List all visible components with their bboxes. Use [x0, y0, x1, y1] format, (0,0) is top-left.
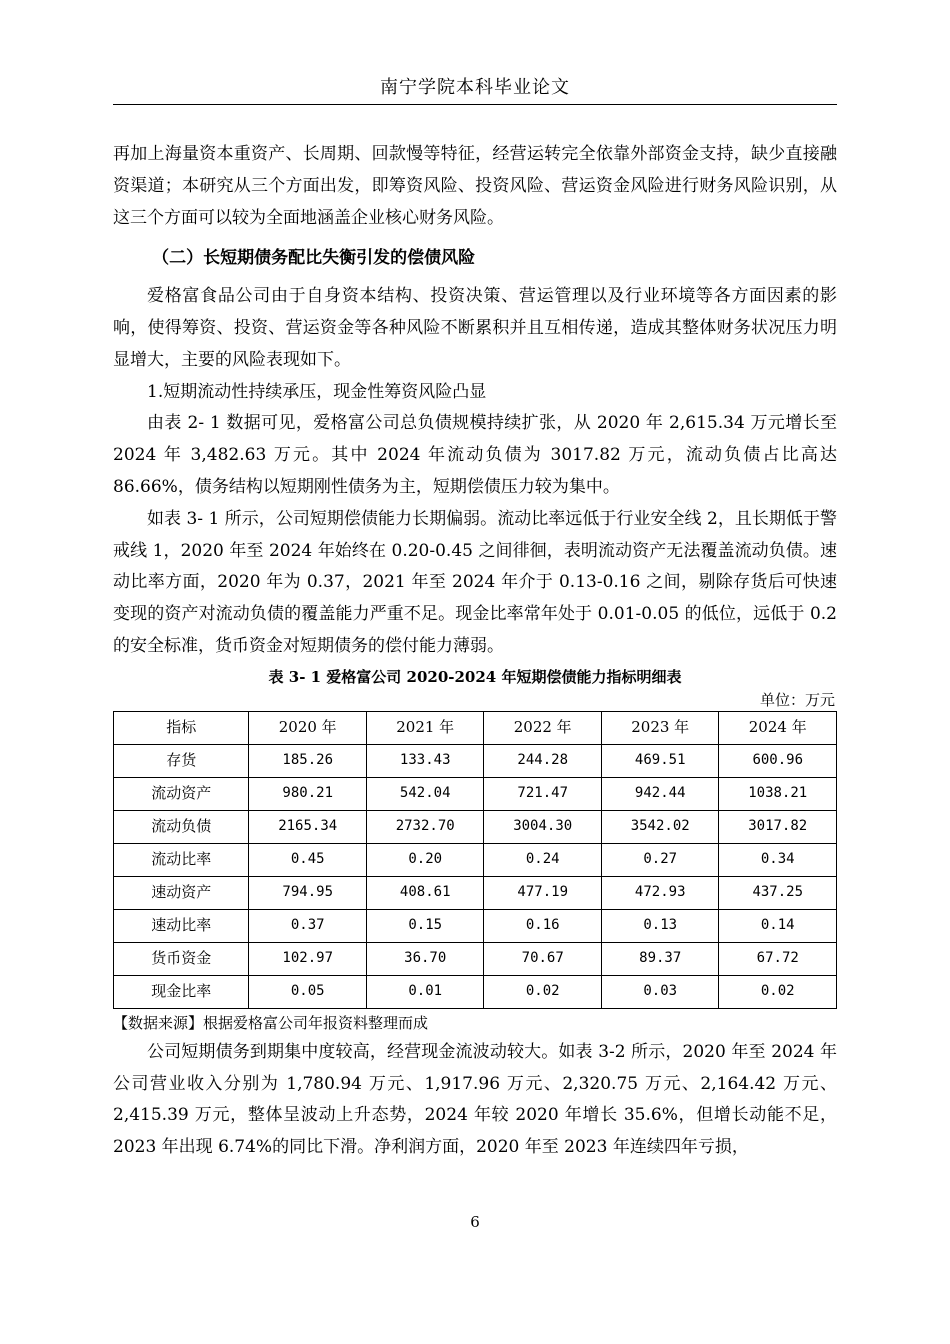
table-cell-label: 现金比率	[114, 975, 249, 1008]
table-cell: 36.70	[366, 942, 484, 975]
table-cell: 0.14	[719, 909, 837, 942]
table-header-cell: 2020 年	[249, 711, 367, 744]
table-source-note: 【数据来源】根据爱格富公司年报资料整理而成	[113, 1013, 429, 1032]
table-header-cell: 2024 年	[719, 711, 837, 744]
table-cell: 721.47	[484, 777, 602, 810]
section-heading: （二）长短期债务配比失衡引发的偿债风险	[152, 248, 476, 269]
table-cell: 0.02	[484, 975, 602, 1008]
table-cell: 2165.34	[249, 810, 367, 843]
table-cell: 0.02	[719, 975, 837, 1008]
table-cell: 3017.82	[719, 810, 837, 843]
paragraph-intro: 爱格富食品公司由于自身资本结构、投资决策、营运管理以及行业环境等各方面因素的影响，使得筹资、投资、营运资金等各种风险不断累积并且互相传递，造成其整体财务状况压力明显增大，主要的风险表现如下。	[113, 286, 837, 370]
table-cell: 0.01	[366, 975, 484, 1008]
paragraph-continued: 再加上海量资本重资产、长周期、回款慢等特征，经营运转完全依靠外部资金支持，缺少直接融资渠道；本研究从三个方面出发，即筹资风险、投资风险、营运资金风险进行财务风险识别，从这三个方面可以较为全面地涵盖企业核心财务风险。	[113, 144, 837, 228]
table-cell: 102.97	[249, 942, 367, 975]
table-cell-label: 货币资金	[114, 942, 249, 975]
table-cell: 942.44	[601, 777, 719, 810]
table-cell: 477.19	[484, 876, 602, 909]
running-header: 南宁学院本科毕业论文	[380, 77, 570, 98]
table-row	[114, 777, 837, 810]
table-cell: 0.16	[484, 909, 602, 942]
table-row	[114, 876, 837, 909]
table-cell: 1038.21	[719, 777, 837, 810]
table-row	[114, 810, 837, 843]
table-cell: 67.72	[719, 942, 837, 975]
table-cell: 600.96	[719, 744, 837, 777]
table-cell: 0.05	[249, 975, 367, 1008]
table-cell: 0.37	[249, 909, 367, 942]
table-cell: 0.20	[366, 843, 484, 876]
page-content	[113, 139, 837, 1164]
table-header-cell: 2021 年	[366, 711, 484, 744]
table-cell: 0.15	[366, 909, 484, 942]
table-cell-label: 速动比率	[114, 909, 249, 942]
table-cell-label: 流动资产	[114, 777, 249, 810]
table-row	[114, 843, 837, 876]
table-cell: 244.28	[484, 744, 602, 777]
table-cell-label: 存货	[114, 744, 249, 777]
page-number: 6	[470, 1213, 480, 1231]
table-cell: 469.51	[601, 744, 719, 777]
table-cell: 0.34	[719, 843, 837, 876]
table-cell: 542.04	[366, 777, 484, 810]
table-caption: 表 3- 1 爱格富公司 2020-2024 年短期偿债能力指标明细表	[268, 667, 682, 686]
table-cell: 0.03	[601, 975, 719, 1008]
paragraph-debt-scale: 由表 2- 1 数据可见，爱格富公司总负债规模持续扩张，从 2020 年 2,615.34 万元增长至 2024 年 3,482.63 万元。其中 2024 年流动负债为 3017.82 万元，流动负债占比高达 86.66%，债务结构以短期刚性债务为主，短期偿债压力较为集中。	[113, 413, 837, 497]
table-cell: 0.24	[484, 843, 602, 876]
header-rule	[113, 104, 837, 105]
table-row	[114, 942, 837, 975]
table-unit: 单位：万元	[759, 690, 835, 709]
table-cell: 185.26	[249, 744, 367, 777]
table-header-cell: 2022 年	[484, 711, 602, 744]
table-cell: 437.25	[719, 876, 837, 909]
table-cell: 70.67	[484, 942, 602, 975]
table-cell-label: 流动负债	[114, 810, 249, 843]
table-cell: 89.37	[601, 942, 719, 975]
table-cell: 0.13	[601, 909, 719, 942]
solvency-table	[113, 711, 837, 1009]
table-cell: 3542.02	[601, 810, 719, 843]
table-cell: 408.61	[366, 876, 484, 909]
table-cell: 980.21	[249, 777, 367, 810]
paragraph-cashflow: 公司短期债务到期集中度较高，经营现金流波动较大。如表 3-2 所示，2020 年至 2024 年公司营业收入分别为 1,780.94 万元、1,917.96 万元、2,320.75 万元、2,164.42 万元、2,415.39 万元，整体呈波动上升态势，2024 年较 2020 年增长 35.6%，但增长动能不足，2023 年出现 6.74%的同比下滑。净利润方面，2020 年至 2023 年连续四年亏损，	[113, 1041, 837, 1158]
table-header-cell: 2023 年	[601, 711, 719, 744]
table-row	[114, 909, 837, 942]
table-cell: 472.93	[601, 876, 719, 909]
table-cell: 794.95	[249, 876, 367, 909]
table-cell: 2732.70	[366, 810, 484, 843]
table-cell: 133.43	[366, 744, 484, 777]
table-row	[114, 744, 837, 777]
table-cell-label: 速动资产	[114, 876, 249, 909]
table-cell: 3004.30	[484, 810, 602, 843]
table-cell: 0.27	[601, 843, 719, 876]
table-header-cell: 指标	[114, 711, 249, 744]
table-cell: 0.45	[249, 843, 367, 876]
table-header-row	[114, 711, 837, 744]
table-cell-label: 流动比率	[114, 843, 249, 876]
table-row	[114, 975, 837, 1008]
paragraph-solvency: 如表 3- 1 所示，公司短期偿债能力长期偏弱。流动比率远低于行业安全线 2，且长期低于警戒线 1，2020 年至 2024 年始终在 0.20-0.45 之间徘徊，表明流动资产无法覆盖流动负债。速动比率方面，2020 年为 0.37，2021 年至 2024 年介于 0.13-0.16 之间，剔除存货后可快速变现的资产对流动负债的覆盖能力严重不足。现金比率常年处于 0.01-0.05 的低位，远低于 0.2 的安全标准，货币资金对短期债务的偿付能力薄弱。	[113, 508, 837, 656]
subheading: 1.短期流动性持续承压，现金性筹资风险凸显	[147, 381, 487, 402]
